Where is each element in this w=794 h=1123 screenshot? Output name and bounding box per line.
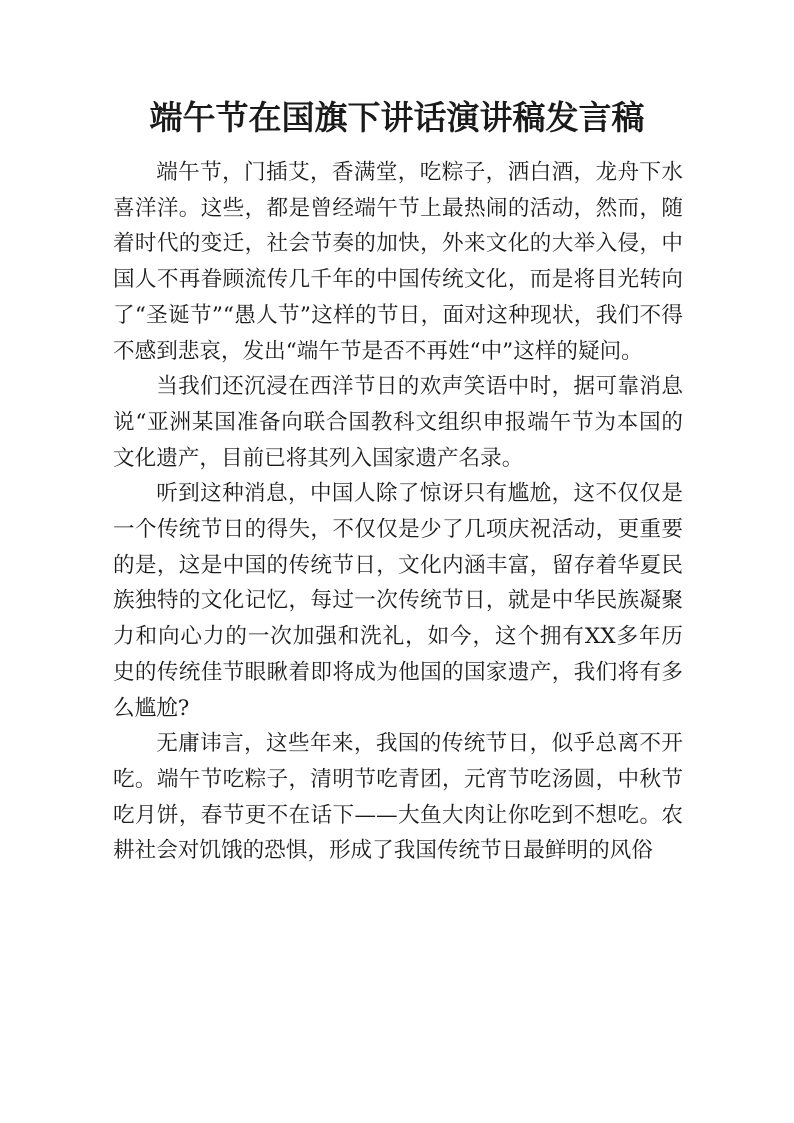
document-title: 端午节在国旗下讲话演讲稿发言稿 <box>149 98 645 137</box>
document-body <box>113 155 683 869</box>
paragraph-3: 听到这种消息，中国人除了惊讶只有尴尬，这不仅仅是一个传统节日的得失，不仅仅是少了几项庆祝活动，更重要的是，这是中国的传统节日，文化内涵丰富，留存着华夏民族独特的文化记忆，每过一次传统节日，就是中华民族凝聚力和向心力的一次加强和洗礼，如今，这个拥有XX多年历史的传统佳节眼瞅着即将成为他国的国家遗产，我们将有多么尴尬? <box>113 481 683 721</box>
paragraph-2: 当我们还沉浸在西洋节日的欢声笑语中时，据可靠消息说“亚洲某国准备向联合国教科文组织申报端午节为本国的文化遗产，目前已将其列入国家遗产名录。 <box>113 374 683 471</box>
paragraph-1: 端午节，门插艾，香满堂，吃粽子，洒白酒，龙舟下水喜洋洋。这些，都是曾经端午节上最热闹的活动，然而，随着时代的变迁，社会节奏的加快，外来文化的大举入侵，中国人不再眷顾流传几千年的中国传统文化，而是将目光转向了“圣诞节”“愚人节”这样的节日，面对这种现状，我们不得不感到悲哀，发出“端午节是否不再姓“中”这样的疑问。 <box>113 160 683 364</box>
paragraph-4: 无庸讳言，这些年来，我国的传统节日，似乎总离不开吃。端午节吃粽子，清明节吃青团，元宵节吃汤圆，中秋节吃月饼，春节更不在话下——大鱼大肉让你吃到不想吃。农耕社会对饥饿的恐惧，形成了我国传统节日最鲜明的风俗 <box>113 731 683 864</box>
